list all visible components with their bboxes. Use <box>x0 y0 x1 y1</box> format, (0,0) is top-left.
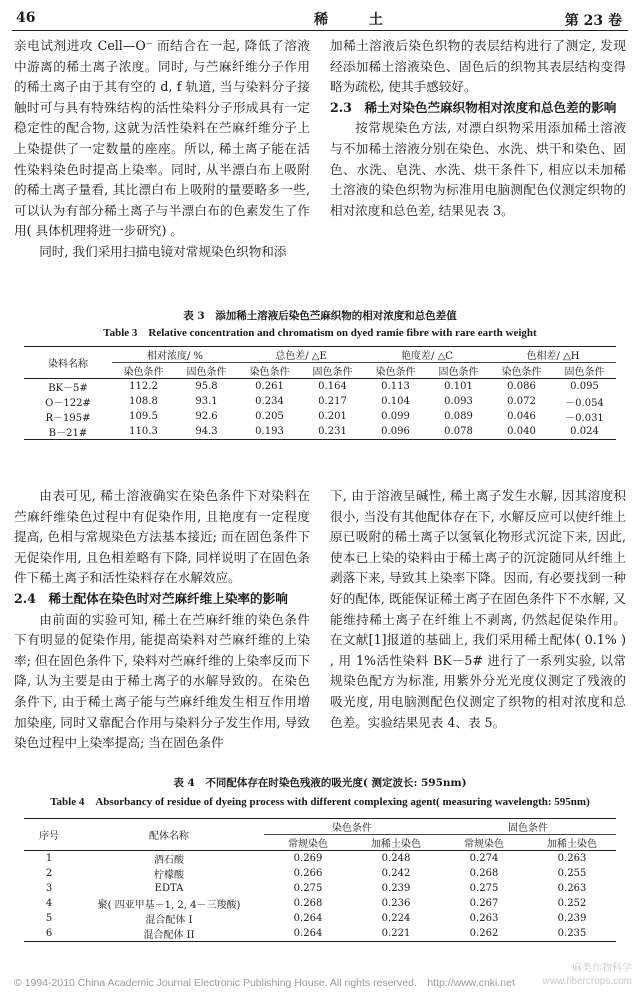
paragraph: 下, 由于溶液呈碱性, 稀土离子发生水解, 因其溶度积很小, 当没有其他配体存在下, 水解反应可以使纤维上原已吸附的稀土离子以氢氧化物形式沉淀下来, 因此, 使本已上染的染料由于稀土离子的沉淀随同从纤维上剥落下来, 导致其上染率下降。因而, 有必要找到一种好的配体, 既能保证稀土离子在固色条件下不水解, 又能维持稀土离子在纤维上不剥离, 仍然起促染作用。在文献[1]报道的基础上, 我们采用稀土配体( 0.1% ) , 用 1%活性染料 BK－5# 进行了一系列实验, 以常规染色配方为标准, 用紫外分光光度仪测定了残液的吸光度, 用电脑测配色仪测定了织物的相对浓度和总色差。实验结果见表 4、表 5。 <box>330 488 626 730</box>
watermark <box>543 962 632 988</box>
journal-name: 稀 土 <box>314 12 401 28</box>
table4 <box>24 818 616 942</box>
value-cell: 0.252 <box>557 898 587 909</box>
value-cell: 0.164 <box>318 381 347 392</box>
value-cell: 0.235 <box>528 926 616 942</box>
value-cell: 0.217 <box>318 396 347 407</box>
table-row <box>24 896 616 911</box>
table4-sub-header: 加稀土染色 <box>528 835 616 851</box>
row-number-cell: 2 <box>45 868 53 879</box>
table4-caption-en: Table 4 Absorbancy of residue of dyeing process with different complexing agent( measuring wavelength: 595nm) <box>50 796 590 808</box>
value-cell: 0.072 <box>507 396 536 407</box>
value-cell: 93.1 <box>195 396 218 407</box>
row-number-cell: 5 <box>45 913 53 924</box>
value-cell: 0.201 <box>318 411 347 422</box>
value-cell: 109.5 <box>129 411 158 422</box>
value-cell: 0.205 <box>255 411 284 422</box>
text-column-top-right <box>330 36 626 221</box>
table-row <box>24 911 616 926</box>
table-row <box>24 394 616 409</box>
value-cell: 0.104 <box>381 396 410 407</box>
value-cell: 0.046 <box>507 411 536 422</box>
table3-group-header: 相对浓度/ % <box>112 347 238 363</box>
value-cell: 0.263 <box>469 913 499 924</box>
value-cell: 0.078 <box>427 424 490 440</box>
value-cell: 0.239 <box>381 883 411 894</box>
table3-sub-header: 固色条件 <box>427 363 490 379</box>
table4-caption-cn: 表 4 不同配体存在时染色残液的吸光度( 测定波长: 595nm) <box>173 777 467 789</box>
table3 <box>24 346 616 440</box>
table3-sub-header: 染色条件 <box>364 363 427 379</box>
table3-sub-header: 染色条件 <box>490 363 553 379</box>
row-number-cell: 4 <box>45 898 53 909</box>
value-cell: 0.024 <box>553 424 616 440</box>
value-cell: －0.054 <box>565 398 604 409</box>
table3-sub-header: 染色条件 <box>238 363 301 379</box>
table-row <box>24 409 616 424</box>
value-cell: 0.099 <box>381 411 410 422</box>
header-rule <box>12 30 628 31</box>
page-header <box>14 8 626 30</box>
row-number-cell: 3 <box>45 883 53 894</box>
value-cell: 0.221 <box>352 926 440 942</box>
value-cell: 0.095 <box>570 381 599 392</box>
ligand-name-cell: 聚( 四亚甲基－1, 2, 4－三羧酸) <box>97 900 241 911</box>
text-column-middle-right <box>330 486 626 733</box>
table3-dye-header: 染料名称 <box>24 347 112 379</box>
value-cell: 0.089 <box>444 411 473 422</box>
paragraph: 按常规染色方法, 对漂白织物采用添加稀土溶液与不加稀土溶液分别在染色、水洗、烘干和染色、固色、水洗、皂洗、水洗、烘干条件下, 相应以未加稀土溶液的染色织物为标准用电脑测配色仪测定织物的相对浓度和总色差, 结果见表 3。 <box>330 120 626 218</box>
value-cell: 0.093 <box>444 396 473 407</box>
text-column-middle-left <box>14 486 310 754</box>
value-cell: 0.113 <box>381 381 410 392</box>
watermark-url: www.fibercrops.com <box>542 976 632 987</box>
dye-name-cell: O－122# <box>45 398 91 409</box>
value-cell: 0.096 <box>364 424 427 440</box>
value-cell: 92.6 <box>195 411 218 422</box>
value-cell: 0.236 <box>381 898 411 909</box>
paragraph: 由表可见, 稀土溶液确实在染色条件下对染料在苎麻纤维染色过程中有促染作用, 且艳度有一定程度提高, 色相与常规染色方法基本接近; 而在固色条件下无促染作用, 且色相差略有下降, 同样说明了在固色条件下稀土离子和活性染料存在水解效应。 <box>14 488 310 586</box>
ligand-name-cell: EDTA <box>154 883 184 894</box>
paragraph: 同时, 我们采用扫描电镜对常规染色织物和添 <box>39 243 287 259</box>
value-cell: 0.040 <box>490 424 553 440</box>
dye-name-cell: BK－5# <box>48 383 88 394</box>
value-cell: 0.242 <box>381 868 411 879</box>
dye-name-cell: B－21# <box>24 424 112 440</box>
value-cell: 0.255 <box>557 868 587 879</box>
page-number: 46 <box>16 10 36 26</box>
value-cell: 108.8 <box>129 396 158 407</box>
table-row <box>24 424 616 440</box>
table4-group-header: 染色条件 <box>264 819 440 835</box>
table4-sub-header: 常规染色 <box>264 835 352 851</box>
paragraph: 由前面的实验可知, 稀土在苎麻纤维的染色条件下有明显的促染作用, 能提高染料对苎麻纤维的上染率; 但在固色条件下, 染料对苎麻纤维的上染率反而下降, 认为主要是由于稀土离子的水解导致的。在染色条件下, 由于稀土离子能与苎麻纤维发生相互作用增加染座, 同时又靠配合作用与染料分子发生作用, 导致染色过程中上染率提高; 当在固色条件 <box>14 611 310 751</box>
value-cell: 0.268 <box>469 868 499 879</box>
table4-sub-header: 加稀土染色 <box>352 835 440 851</box>
table3-caption-en: Table 3 Relative concentration and chromatism on dyed ramie fibre with rare earth weight <box>103 327 537 339</box>
value-cell: 0.267 <box>469 898 499 909</box>
table3-group-header: 色相差/ △H <box>490 347 616 363</box>
value-cell: 0.101 <box>444 381 473 392</box>
table3-sub-header: 固色条件 <box>175 363 238 379</box>
value-cell: 0.234 <box>255 396 284 407</box>
value-cell: 110.3 <box>112 424 175 440</box>
value-cell: 0.264 <box>264 926 352 942</box>
value-cell: 0.263 <box>557 883 587 894</box>
table3-sub-header: 固色条件 <box>301 363 364 379</box>
value-cell: 0.269 <box>293 853 323 864</box>
value-cell: 0.264 <box>293 913 323 924</box>
paragraph: 加稀土溶液后染色织物的表层结构进行了测定, 发现经添加稀土溶液染色、固色后的织物其表层结构变得略为疏松, 使其手感较好。 <box>330 38 626 95</box>
ligand-name-cell: 混合配体 I <box>145 915 193 926</box>
value-cell: 0.275 <box>293 883 323 894</box>
volume-label: 第 23 卷 <box>564 13 622 29</box>
dye-name-cell: R－195# <box>45 413 91 424</box>
table-row <box>24 881 616 896</box>
value-cell: 94.3 <box>175 424 238 440</box>
value-cell: 0.261 <box>255 381 284 392</box>
table3-sub-header: 固色条件 <box>553 363 616 379</box>
table4-sub-header: 常规染色 <box>440 835 528 851</box>
value-cell: 95.8 <box>195 381 218 392</box>
value-cell: 0.268 <box>293 898 323 909</box>
section-heading: 2.3 稀土对染色苎麻织物相对浓度和总色差的影响 <box>330 99 617 115</box>
copyright-footer: © 1994-2010 China Academic Journal Electronic Publishing House. All rights reserved. http://www.cnki.net <box>14 977 515 989</box>
table-row <box>24 926 616 942</box>
section-heading: 2.4 稀土配体在染色时对苎麻纤维上染率的影响 <box>14 590 288 606</box>
ligand-name-cell: 柠檬酸 <box>154 870 184 881</box>
table4-group-header: 固色条件 <box>440 819 616 835</box>
ligand-name-cell: 酒石酸 <box>154 855 184 866</box>
value-cell: 0.266 <box>293 868 323 879</box>
value-cell: 0.262 <box>440 926 528 942</box>
ligand-name-cell: 混合配体 II <box>74 926 264 942</box>
row-number-cell: 1 <box>45 853 53 864</box>
row-number-cell: 6 <box>24 926 74 942</box>
table3-sub-header: 染色条件 <box>112 363 175 379</box>
table3-group-header: 艳度差/ △C <box>364 347 490 363</box>
table-row <box>24 379 616 395</box>
value-cell: 0.239 <box>557 913 587 924</box>
text-column-top-left <box>14 36 310 263</box>
table3-group-header: 总色差/ △E <box>238 347 364 363</box>
value-cell: 0.231 <box>301 424 364 440</box>
value-cell: 0.275 <box>469 883 499 894</box>
watermark-title: 麻类作物科学 <box>572 963 632 974</box>
value-cell: 112.2 <box>129 381 158 392</box>
value-cell: 0.086 <box>507 381 536 392</box>
paragraph: 亲电试剂进攻 Cell—O⁻ 而结合在一起, 降低了溶液中游离的稀土离子浓度。同时, 与苎麻纤维分子作用的稀土离子由于其有空的 d, f 轨道, 当与染料分子接触时可与具有特殊结构的活性染料分子形成具有一定稳定性的配合物, 这就为活性染料在苎麻纤维分子上上染提供了一定数量的座座。所以, 稀土离子能在活性染料染色时提高上染率。同时, 从半漂白布上吸附的稀土离子量看, 其比漂白布上吸附的量要略多一些, 可以认为有部分稀土离子与半漂白布的色素发生了作用( 具体机理将进一步研究) 。 <box>14 38 310 239</box>
table4-name-header: 配体名称 <box>74 819 264 851</box>
table3-caption-cn: 表 3 添加稀土溶液后染色苎麻织物的相对浓度和总色差值 <box>183 310 457 322</box>
value-cell: 0.274 <box>469 853 499 864</box>
value-cell: －0.031 <box>565 413 604 424</box>
value-cell: 0.263 <box>557 853 587 864</box>
value-cell: 0.193 <box>238 424 301 440</box>
table-row <box>24 866 616 881</box>
value-cell: 0.248 <box>381 853 411 864</box>
value-cell: 0.224 <box>381 913 411 924</box>
table-row <box>24 851 616 867</box>
table4-no-header: 序号 <box>24 819 74 851</box>
